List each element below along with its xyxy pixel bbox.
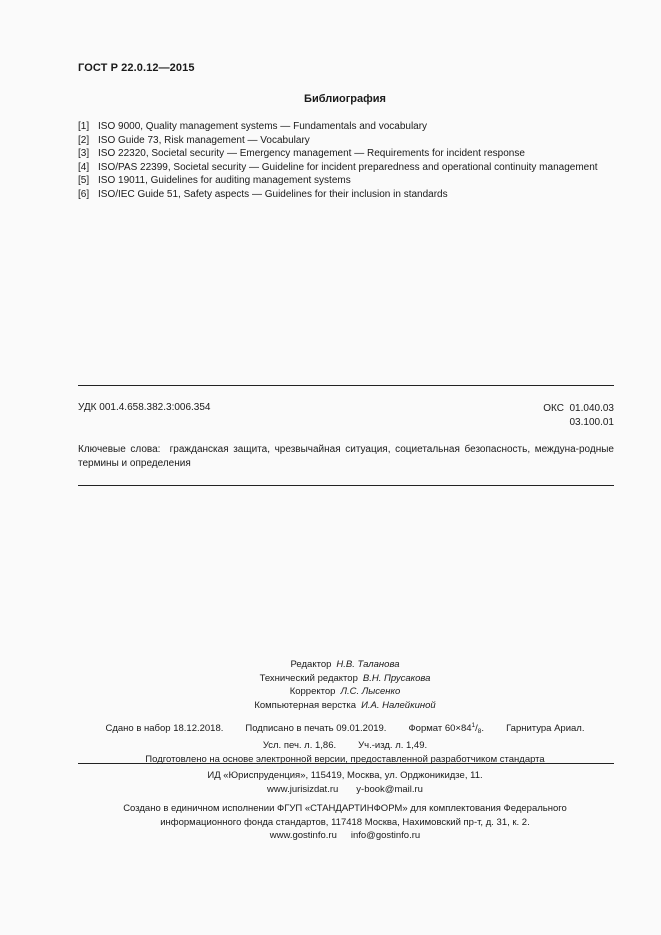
oks-label: ОКС	[543, 403, 564, 414]
oks-codes	[543, 402, 614, 430]
publisher-email-link[interactable]: y-book@mail.ru	[356, 783, 423, 795]
prepared-note: Подготовлено на основе электронной версии, предоставленной разработчиком стандарта	[145, 754, 545, 765]
producer-block	[0, 802, 661, 843]
divider-middle	[78, 485, 614, 486]
publisher-address: ИД «Юриспруденция», 115419, Москва, ул. Орджоникидзе, 11.	[207, 770, 483, 781]
credit-line	[0, 658, 661, 672]
keywords-text: гражданская защита, чрезвычайная ситуация, социетальная безопасность, междуна-родные термины и определения	[78, 444, 614, 469]
bibliography-item	[78, 174, 598, 188]
submitted-date: Сдано в набор 18.12.2018.	[105, 723, 224, 734]
print-sheets: Усл. печ. л. 1,86.	[262, 740, 337, 751]
credit-role: Технический редактор	[259, 672, 358, 684]
credit-line	[0, 685, 661, 699]
credit-line	[0, 699, 661, 713]
publisher-block	[0, 769, 661, 796]
producer-website-link[interactable]: www.gostinfo.ru	[269, 830, 337, 841]
producer-contacts	[0, 829, 661, 843]
signed-date: Подписано в печать 09.01.2019.	[245, 723, 387, 734]
reference-text: ISO 22320, Societal security — Emergency management — Requirements for incident response	[98, 148, 525, 159]
keywords-label: Ключевые слова:	[78, 444, 161, 455]
udk-code: УДК 001.4.658.382.3:006.354	[78, 402, 211, 413]
reference-text: ISO 9000, Quality management systems — Fundamentals and vocabulary	[98, 121, 428, 132]
bibliography-title: Библиография	[304, 93, 386, 105]
credit-name: Н.В. Таланова	[336, 659, 400, 670]
reference-text: ISO/IEC Guide 51, Safety aspects — Guidelines for their inclusion in standards	[98, 188, 448, 200]
oks-code-1: 01.040.03	[569, 403, 614, 414]
reference-text: ISO/PAS 22399, Societal security — Guideline for incident preparedness and operational continuity management	[98, 161, 598, 173]
credit-name: И.А. Налейкиной	[361, 699, 436, 711]
document-code: ГОСТ Р 22.0.12—2015	[78, 62, 195, 74]
bibliography-item	[78, 134, 598, 148]
publisher-website-link[interactable]: www.jurisizdat.ru	[267, 783, 339, 795]
divider-top	[78, 385, 614, 386]
credits-block	[0, 658, 661, 712]
producer-line-1: Создано в единичном исполнении ФГУП «СТАНДАРТИНФОРМ» для комплектования Федерального	[123, 803, 567, 814]
keywords-block	[78, 443, 614, 471]
imprint-line-1	[0, 719, 661, 739]
bibliography-item	[78, 188, 598, 202]
divider-bottom	[78, 763, 614, 764]
oks-code-2: 03.100.01	[569, 417, 614, 428]
imprint-block	[0, 719, 661, 767]
bibliography-item	[78, 161, 598, 175]
reference-number: [4]	[78, 161, 90, 173]
producer-email-link[interactable]: info@gostinfo.ru	[350, 830, 421, 841]
reference-number: [1]	[78, 121, 90, 132]
producer-line-2: информационного фонда стандартов, 117418 Москва, Нахимовский пр-т, д. 31, к. 2.	[160, 816, 530, 828]
credit-role: Компьютерная верстка	[254, 699, 357, 711]
imprint-line-2	[0, 739, 661, 753]
bibliography-item	[78, 147, 598, 161]
credit-name: Л.С. Лысенко	[340, 686, 401, 697]
reference-number: [6]	[78, 188, 90, 200]
bibliography-list	[78, 120, 598, 201]
reference-number: [5]	[78, 175, 90, 186]
publisher-contacts	[0, 783, 661, 797]
reference-number: [3]	[78, 148, 90, 159]
publisher-sheets: Уч.-изд. л. 1,49.	[358, 740, 428, 751]
reference-number: [2]	[78, 134, 90, 146]
bibliography-item	[78, 120, 598, 134]
credit-role: Корректор	[289, 686, 336, 697]
credit-line	[0, 672, 661, 686]
credit-name: В.Н. Прусакова	[362, 672, 431, 684]
typeface: Гарнитура Ариал.	[506, 723, 585, 734]
credit-role: Редактор	[290, 659, 332, 670]
format: Формат $60\times 84^1/_8$.	[408, 722, 485, 735]
reference-text: ISO 19011, Guidelines for auditing management systems	[98, 175, 351, 186]
reference-text: ISO Guide 73, Risk management — Vocabulary	[98, 134, 310, 146]
